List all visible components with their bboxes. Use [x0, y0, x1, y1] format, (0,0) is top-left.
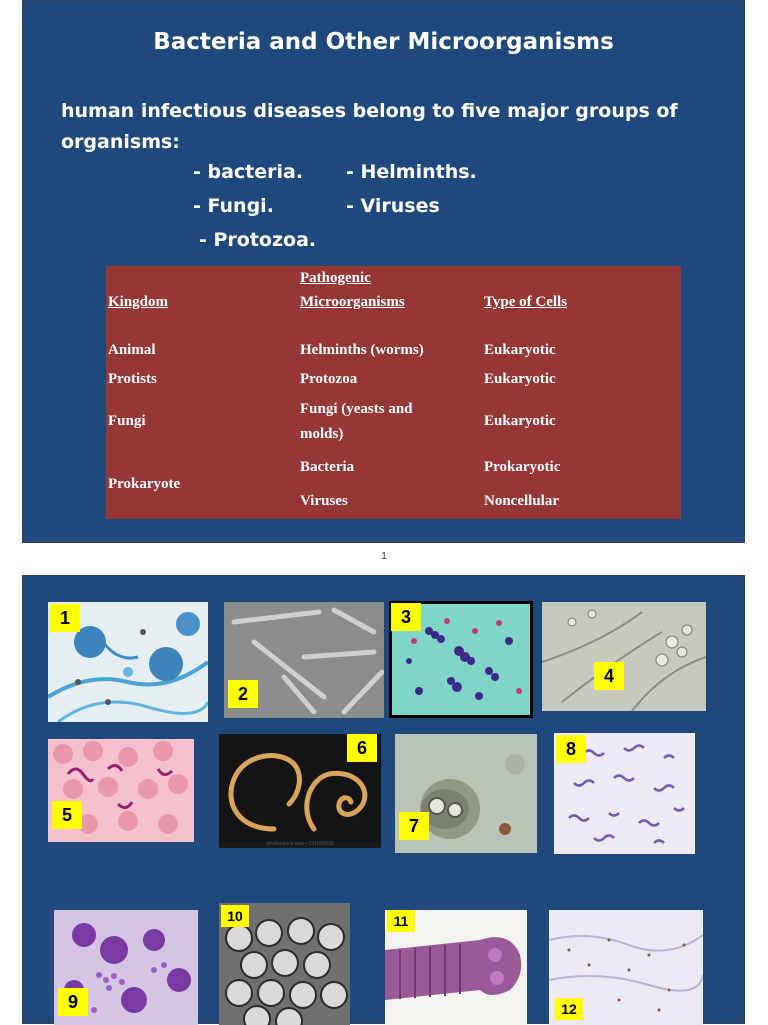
row-fungi-cells: Eukaryotic	[484, 413, 556, 429]
micrograph-4-image	[542, 602, 706, 711]
row-protists-kingdom: Protists	[108, 371, 157, 387]
intro-text: human infectious diseases belong to five major groups of organisms:	[61, 100, 678, 153]
slide-2	[22, 575, 745, 1024]
group-helminths: - Helminths.	[346, 161, 477, 183]
watermark: shutterstock.com • 731039830	[266, 841, 334, 847]
micrograph-11-tapeworm	[385, 910, 527, 1025]
organism-table	[106, 266, 681, 519]
micrograph-10-viruses	[219, 903, 350, 1025]
slide-title: Bacteria and Other Microorganisms	[153, 29, 614, 55]
label-11: 11	[387, 910, 415, 932]
row-animal-kingdom: Animal	[108, 342, 156, 358]
micrograph-8-spirilla	[554, 733, 695, 854]
label-9: 9	[58, 988, 88, 1016]
label-2: 2	[228, 680, 258, 708]
micrograph-12-tissue	[549, 910, 703, 1025]
row-viruses-organism: Viruses	[300, 493, 348, 509]
label-8: 8	[556, 735, 586, 763]
label-6: 6	[347, 734, 377, 762]
row-protists-organism: Protozoa	[300, 371, 358, 387]
page-number: 1	[381, 551, 387, 562]
label-4: 4	[594, 662, 624, 690]
label-10: 10	[221, 905, 249, 927]
photo-6-worms	[219, 734, 381, 848]
label-12: 12	[555, 998, 583, 1020]
row-protists-cells: Eukaryotic	[484, 371, 556, 387]
row-fungi-organism-2: molds)	[300, 426, 344, 442]
label-1: 1	[50, 604, 80, 632]
row-bacteria-organism: Bacteria	[300, 459, 355, 475]
header-kingdom: Kingdom	[108, 294, 169, 310]
slide-1	[22, 0, 745, 543]
micrograph-7-cyst	[395, 734, 537, 853]
label-7: 7	[399, 812, 429, 840]
group-viruses: - Viruses	[346, 195, 440, 217]
group-bacteria: - bacteria.	[193, 161, 304, 183]
micrograph-2-rods	[224, 602, 384, 718]
micrograph-5-blood	[48, 739, 194, 842]
micrograph-1-fungi	[48, 602, 208, 722]
row-fungi-kingdom: Fungi	[108, 413, 146, 429]
row-prokaryote-kingdom: Prokaryote	[108, 476, 181, 492]
micrograph-3-cocci	[389, 601, 533, 718]
row-bacteria-cells: Prokaryotic	[484, 459, 561, 475]
label-5: 5	[52, 801, 82, 829]
header-cell-type: Type of Cells	[484, 294, 568, 310]
micrograph-9-cells	[54, 910, 198, 1025]
row-animal-organism: Helminths (worms)	[300, 342, 424, 358]
header-pathogenic-2: Microorganisms	[300, 294, 405, 310]
group-protozoa: - Protozoa.	[199, 229, 317, 251]
micrograph-4-yeast	[542, 602, 706, 711]
label-3: 3	[391, 603, 421, 631]
row-viruses-cells: Noncellular	[484, 493, 559, 509]
row-animal-cells: Eukaryotic	[484, 342, 556, 358]
row-fungi-organism-1: Fungi (yeasts and	[300, 401, 413, 417]
group-fungi: - Fungi.	[193, 195, 274, 217]
header-pathogenic-1: Pathogenic	[300, 270, 371, 286]
